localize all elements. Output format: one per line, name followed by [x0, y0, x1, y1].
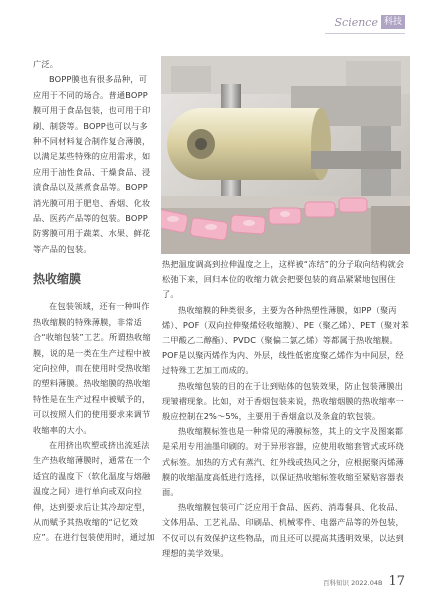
left-paragraph-1: 广泛。: [33, 59, 59, 69]
right-column: [162, 257, 410, 561]
right-paragraph-3: 热收缩包装的目的在于让到贴体的包装效果，防止包装薄膜出现皱褶现象。比如，对于香烟包装来说，热收缩烟膜的热收缩率一般应控制在2%～5%，主要用于香烟盒以及条盒的软包装。: [162, 380, 404, 422]
header-science-label: Science: [334, 15, 378, 29]
section-heading: 热收缩膜: [33, 272, 82, 287]
header-divider: [325, 33, 405, 34]
left-paragraph-2: BOPP膜也有很多品种，可应用于不同的场合。普通BOPP膜可用于食品包装，也可用于印刷、制袋等。BOPP也可以与多种不同材料复合制作复合薄膜，以满足某些特殊的应用需求，如应用于油性食品、干燥食品、浸渍食品以及蒸煮食品等。BOPP消光膜可用于肥皂、香烟、化妆品、医药产品等的包装。BOPP防雾膜可用于蔬菜、水果、鲜花等产品的包装。: [33, 74, 151, 254]
magazine-issue: 百科知识 2022.04B: [323, 579, 383, 587]
left-paragraph-3: 在包装领域，还有一种叫作热收缩膜的特殊薄膜，非常适合“收缩包装”工艺。所谓热收缩膜，说的是一类在生产过程中被定向拉伸，而在使用时受热收缩的塑料薄膜。热收缩膜的热收缩特性是在生产过程中被赋予的，可以按照人们的使用要求来调节收缩率的大小。: [33, 301, 151, 435]
packaging-machine-photo: [161, 56, 410, 254]
section-header: [335, 14, 406, 30]
right-paragraph-4: 热收缩膜标签也是一种常见的薄膜标签，其上的文字及图案都是采用专用油墨印刷的。对于异形容器，应使用收缩套管式或环绕式标签。加热的方式有蒸汽、红外线或热风之分，应根据聚丙烯薄膜的收缩温度高低进行选择，以保证热收缩标签收缩至紧贴容器表面。: [162, 426, 404, 498]
right-paragraph-2: 热收缩膜的种类很多，主要为各种热塑性薄膜，如PP（聚丙烯）、POF（双向拉伸聚烯烃收缩膜）、PE（聚乙烯）、PET（聚对苯二甲酸乙二醇酯）、PVDC（聚偏二氯乙烯）等都属于热收缩膜。POF是以聚丙烯作为内、外层，线性低密度聚乙烯作为中间层，经过特殊工艺加工而成的。: [162, 304, 409, 376]
page-footer: [323, 574, 405, 589]
header-category-badge: 科技: [381, 15, 405, 29]
left-paragraph-4: 在用挤出吹塑或挤出流延法生产热收缩薄膜时，通常在一个适宜的温度下（软化温度与熔融温度之间）进行单向或双向拉伸，达到要求后让其冷却定型，从而赋予其热收缩的“记忆效应”。在进行包装使用时，通过加: [33, 439, 155, 543]
right-paragraph-5: 热收缩膜包装可广泛应用于食品、医药、消毒餐具、化妆品、文体用品、工艺礼品、印刷品、机械零件、电器产品等的外包装，不仅可以有效保护这些物品，而且还可以提高其透明效果，以达到理想的美学效果。: [162, 502, 404, 558]
page-number: 17: [388, 574, 405, 589]
right-paragraph-1: 热把温度调高到拉伸温度之上，这样被“冻结”的分子取向结构就会松弛下来，回归本位的收缩力就会把要包装的商品紧紧地包围住了。: [162, 259, 405, 300]
left-column: [33, 57, 155, 546]
